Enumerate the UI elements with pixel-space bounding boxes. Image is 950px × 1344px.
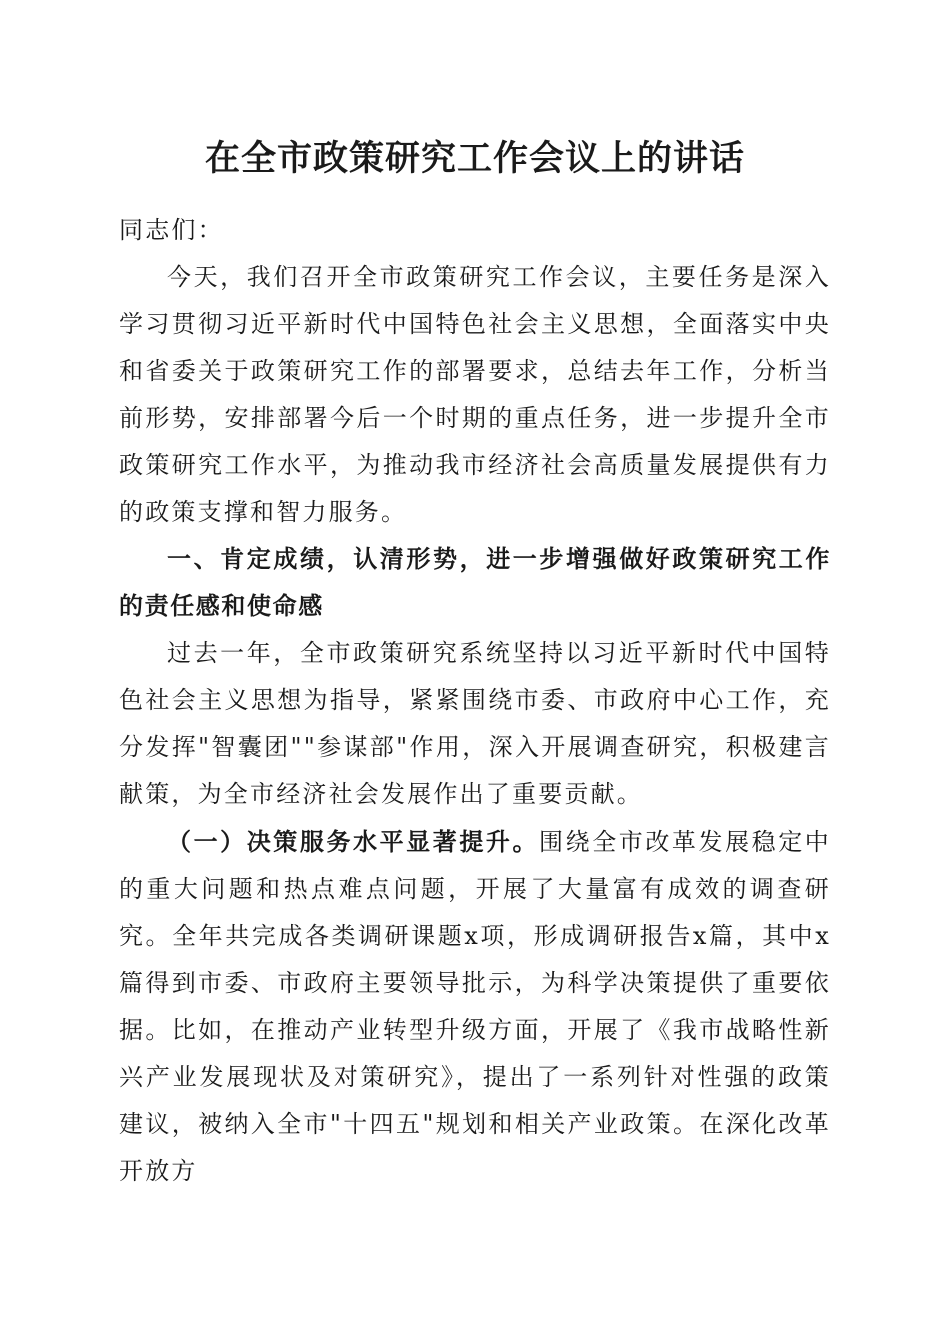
subsection-lead: （一）决策服务水平显著提升。 [167,827,540,856]
subsection-text: 围绕全市改革发展稳定中的重大问题和热点难点问题，开展了大量富有成效的调查研究。全年共完成各类调研课题x项，形成调研报告x篇，其中x篇得到市委、市政府主要领导批示，为科学决策提供了重要依据。比如，在推动产业转型升级方面，开展了《我市战略性新兴产业发展现状及对策研究》，提出了一系列针对性强的政策建议，被纳入全市"十四五"规划和相关产业政策。在深化改革开放方 [119,828,831,1185]
section-heading: 一、肯定成绩，认清形势，进一步增强做好政策研究工作的责任感和使命感 [119,545,831,620]
subsection-paragraph [119,818,831,1195]
intro-paragraph: 今天，我们召开全市政策研究工作会议，主要任务是深入学习贯彻习近平新时代中国特色社会主义思想，全面落实中央和省委关于政策研究工作的部署要求，总结去年工作，分析当前形势，安排部署今后一个时期的重点任务，进一步提升全市政策研究工作水平，为推动我市经济社会高质量发展提供有力的政策支撑和智力服务。 [119,263,831,526]
section-intro-paragraph: 过去一年，全市政策研究系统坚持以习近平新时代中国特色社会主义思想为指导，紧紧围绕市委、市政府中心工作，充分发挥"智囊团""参谋部"作用，深入开展调查研究，积极建言献策，为全市经济社会发展作出了重要贡献。 [119,639,831,808]
document-title: 在全市政策研究工作会议上的讲话 [204,138,745,179]
salutation: 同志们： [119,216,224,244]
document-body [119,207,831,1195]
